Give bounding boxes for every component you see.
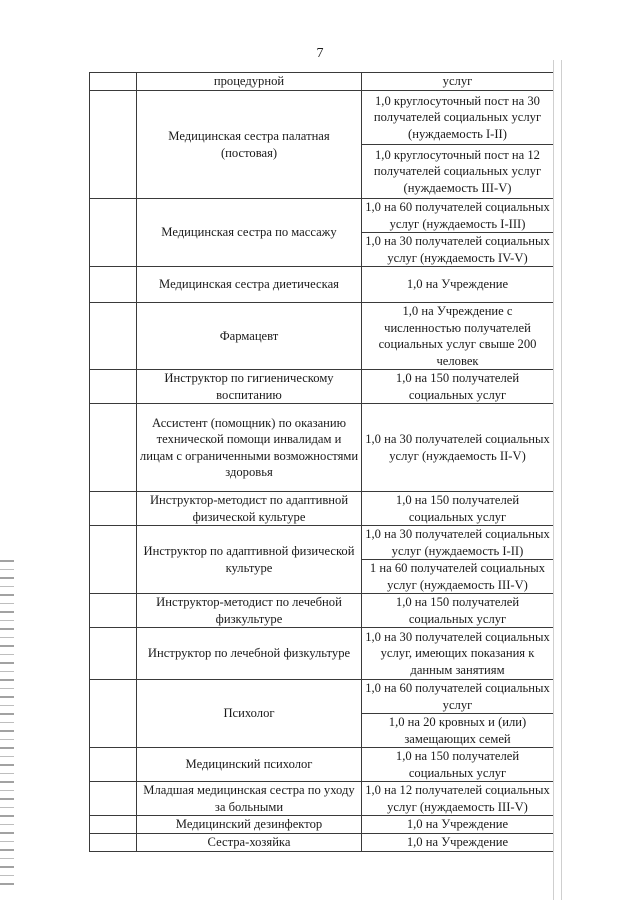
number-cell [90,91,137,199]
position-cell: Инструктор-методист по адаптивной физической культуре [137,492,362,526]
position-cell: Фармацевт [137,303,362,370]
norm-cell: услуг [362,73,554,91]
scan-artifact-line [553,60,554,900]
norm-cell: 1,0 на 12 получателей социальных услуг (нуждаемость III-V) [362,782,554,816]
norm-cell: 1,0 на 150 получателей социальных услуг [362,492,554,526]
position-cell: Медицинская сестра по массажу [137,199,362,267]
table-row [90,816,554,834]
number-cell [90,370,137,404]
scan-margin-noise [0,560,14,890]
position-cell: Инструктор по адаптивной физической культуре [137,526,362,594]
number-cell [90,748,137,782]
table-row [90,267,554,303]
norm-cell: 1,0 круглосуточный пост на 30 получателей социальных услуг (нуждаемость I-II) [362,91,554,145]
norm-cell: 1,0 на 30 получателей социальных услуг (нуждаемость I-II) [362,526,554,560]
staffing-table [89,72,554,852]
number-cell [90,492,137,526]
position-cell: Инструктор по лечебной физкультуре [137,628,362,680]
number-cell [90,628,137,680]
table-row [90,370,554,404]
norm-cell: 1,0 на Учреждение [362,833,554,851]
table-row [90,91,554,145]
norm-cell: 1,0 на 30 получателей социальных услуг (нуждаемость IV-V) [362,233,554,267]
scan-artifact-line [561,60,562,900]
table-row [90,833,554,851]
norm-cell: 1,0 на Учреждение [362,816,554,834]
number-cell [90,404,137,492]
position-cell: Сестра-хозяйка [137,833,362,851]
norm-cell: 1,0 на 60 получателей социальных услуг (нуждаемость I-III) [362,199,554,233]
table-row [90,526,554,560]
number-cell [90,73,137,91]
table-row [90,628,554,680]
position-cell: Медицинская сестра палатная (постовая) [137,91,362,199]
position-cell: Младшая медицинская сестра по уходу за больными [137,782,362,816]
table-row [90,199,554,233]
position-cell: Инструктор по гигиеническому воспитанию [137,370,362,404]
norm-cell: 1,0 на 30 получателей социальных услуг, имеющих показания к данным занятиям [362,628,554,680]
number-cell [90,267,137,303]
position-cell: Ассистент (помощник) по оказанию технической помощи инвалидам и лицам с ограниченными возможностями здоровья [137,404,362,492]
number-cell [90,199,137,267]
norm-cell: 1 на 60 получателей социальных услуг (нуждаемость III-V) [362,560,554,594]
norm-cell: 1,0 на Учреждение с численностью получателей социальных услуг свыше 200 человек [362,303,554,370]
number-cell [90,680,137,748]
table-row [90,680,554,714]
position-cell: Медицинская сестра диетическая [137,267,362,303]
table-row [90,404,554,492]
number-cell [90,526,137,594]
number-cell [90,303,137,370]
number-cell [90,782,137,816]
norm-cell: 1,0 на 60 получателей социальных услуг [362,680,554,714]
norm-cell: 1,0 на 30 получателей социальных услуг (нуждаемость II-V) [362,404,554,492]
number-cell [90,594,137,628]
norm-cell: 1,0 на 150 получателей социальных услуг [362,748,554,782]
norm-cell: 1,0 на Учреждение [362,267,554,303]
position-cell: Медицинский психолог [137,748,362,782]
number-cell [90,816,137,834]
table-row [90,748,554,782]
norm-cell: 1,0 на 150 получателей социальных услуг [362,370,554,404]
table-row [90,492,554,526]
norm-cell: 1,0 круглосуточный пост на 12 получателей социальных услуг (нуждаемость III-V) [362,145,554,199]
staffing-table-body [90,73,554,852]
number-cell [90,833,137,851]
page-number: 7 [316,46,324,61]
table-row [90,303,554,370]
position-cell: Медицинский дезинфектор [137,816,362,834]
position-cell: процедурной [137,73,362,91]
table-row [90,782,554,816]
table-row [90,73,554,91]
norm-cell: 1,0 на 150 получателей социальных услуг [362,594,554,628]
position-cell: Психолог [137,680,362,748]
norm-cell: 1,0 на 20 кровных и (или) замещающих семей [362,714,554,748]
table-row [90,594,554,628]
position-cell: Инструктор-методист по лечебной физкультуре [137,594,362,628]
